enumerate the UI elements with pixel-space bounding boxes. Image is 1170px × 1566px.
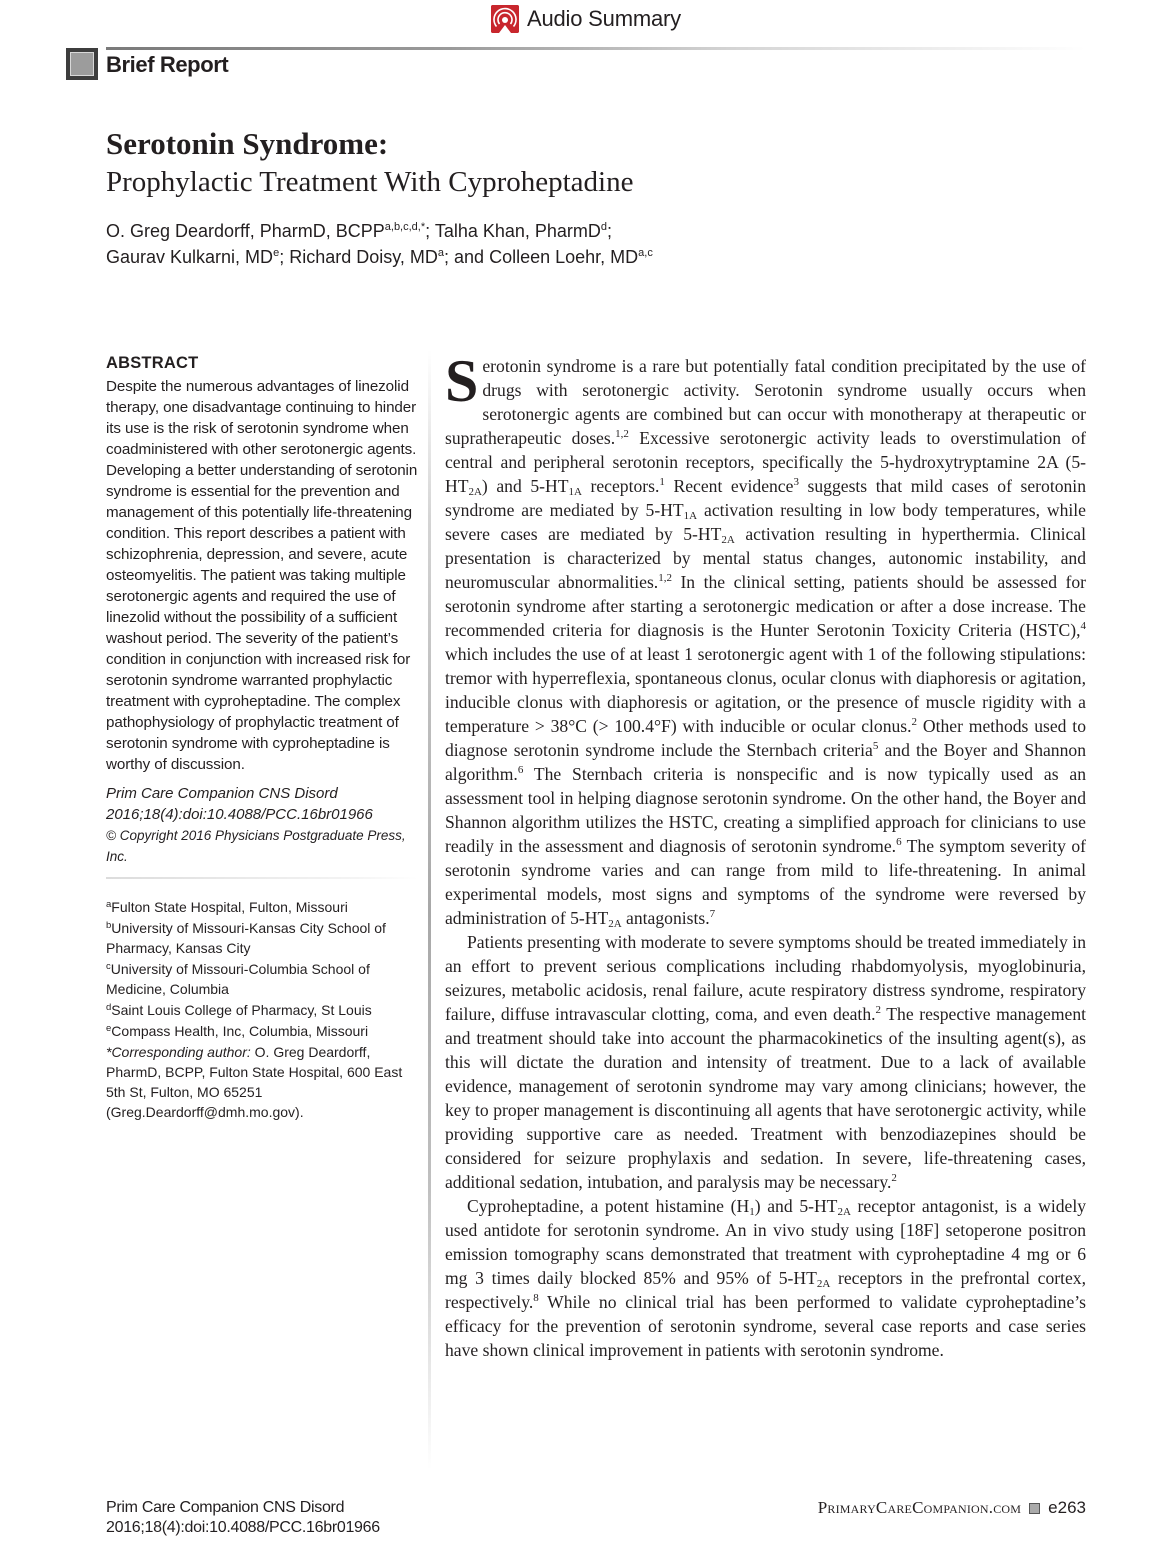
author-affil-marks: a	[437, 247, 445, 259]
affiliation-mark: b	[106, 920, 112, 931]
subscript: 2A	[608, 918, 622, 930]
abstract-divider	[106, 877, 418, 879]
body-paragraph-3: Cyproheptadine, a potent histamine $(H_1)$ and $5-HT_{2A}$ receptor antagonist, is a widely used antidote for serotonin syndrome. An in vivo study using [18F] setoperone positron emission tomography scans demonstrated that treatment with cyproheptadine 4 mg or 6 mg 3 times daily blocked 85% and 95% of $5-HT_{2A}$ receptors in the prefrontal cortex, respectively.$^8$ While no clinical trial has been performed to validate cyproheptadine’s efficacy for the prevention of serotonin syndrome, several case reports and case series have shown clinical improvement in patients with serotonin syndrome.	[445, 1196, 1087, 1360]
page-number: e263	[1048, 1498, 1086, 1517]
citation-ref: 6	[896, 836, 902, 848]
author-list	[106, 218, 653, 270]
header-rule	[106, 47, 1086, 50]
affiliation-mark: c	[106, 961, 111, 972]
footer-journal: Prim Care Companion CNS Disord	[106, 1499, 345, 1516]
audio-summary-link[interactable]	[491, 4, 681, 34]
footer-doi: 2016;18(4):doi:10.4088/PCC.16br01966	[106, 1519, 380, 1536]
citation-ref: 7	[709, 908, 716, 920]
square-bullet-icon	[1029, 1503, 1040, 1514]
article-title: Serotonin Syndrome:	[106, 126, 389, 161]
citation-ref: 1	[659, 476, 665, 488]
affiliation-text: Fulton State Hospital, Fulton, Missouri	[111, 899, 348, 915]
audio-broadcast-icon	[491, 5, 519, 33]
author-name: Talha Khan, PharmD	[434, 221, 601, 241]
author-affil-marks: d	[600, 221, 608, 233]
author-affil-marks: a,b,c,d,*	[384, 221, 426, 233]
corresponding-label: *Corresponding author:	[106, 1044, 251, 1060]
author-sep: ;	[279, 247, 290, 267]
citation-ref: 1,2	[615, 428, 629, 440]
citation-ref: 2	[911, 716, 918, 728]
affiliation-text: University of Missouri-Kansas City School of Pharmacy, Kansas City	[106, 920, 386, 956]
subscript: 2A	[837, 1206, 851, 1218]
footer-site-link[interactable]: PrimaryCareCompanion.com	[817, 1498, 1022, 1517]
citation-ref: 6	[517, 764, 524, 776]
affiliation-text: Compass Health, Inc, Columbia, Missouri	[111, 1023, 369, 1039]
author-affil-marks: a,c	[638, 247, 653, 259]
section-marker-icon	[66, 48, 98, 80]
corresponding-author	[106, 1042, 424, 1122]
subscript: 1A	[568, 486, 582, 498]
column-divider	[428, 350, 431, 1470]
section-label: Brief Report	[106, 52, 229, 77]
citation-journal: Prim Care Companion CNS Disord	[106, 785, 338, 802]
citation-ref: 2	[875, 1004, 882, 1016]
author-name: O. Greg Deardorff, PharmD, BCPP	[106, 221, 385, 241]
author-name: Richard Doisy, MD	[289, 247, 438, 267]
citation-ref: 1,2	[658, 572, 672, 584]
corresponding-text: O. Greg Deardorff, PharmD, BCPP, Fulton State Hospital, 600 East 5th St, Fulton, MO 65251 (Greg.Deardorff@dmh.mo.gov).	[106, 1044, 403, 1120]
citation-doi: 2016;18(4):doi:10.4088/PCC.16br01966	[106, 806, 373, 823]
article-subtitle: Prophylactic Treatment With Cyproheptadine	[106, 166, 634, 198]
citation-ref: 3	[793, 476, 799, 488]
abstract-body: Despite the numerous advantages of linezolid therapy, one disadvantage continuing to hinder its use is the risk of serotonin syndrome when coadministered with other serotonergic agents. Developing a better understanding of serotonin syndrome is essential for the prevention and management of this potentially life-threatening condition. This report describes a patient with schizophrenia, depression, and severe, acute osteomyelitis. The patient was taking multiple serotonergic agents and required the use of linezolid without the possibility of a sufficient washout period. The severity of the patient’s condition in conjunction with increased risk for serotonin syndrome warranted prophylactic treatment with cyproheptadine. The complex pathophysiology of prophylactic treatment of serotonin syndrome with cyproheptadine is worthy of discussion.	[106, 378, 418, 773]
affiliation-item	[106, 897, 424, 917]
footer-right	[818, 1498, 1086, 1518]
footer-citation	[106, 1498, 380, 1538]
copyright-notice: © Copyright 2016 Physicians Postgraduate Press, Inc.	[106, 828, 406, 864]
author-affil-marks: e	[273, 247, 280, 259]
affiliation-mark: d	[106, 1002, 112, 1013]
body-text	[445, 348, 1087, 1362]
abstract-heading: ABSTRACT	[106, 354, 199, 372]
affiliation-item	[106, 959, 424, 999]
drop-cap: S	[445, 348, 479, 414]
author-sep: ; and	[444, 247, 490, 267]
affiliation-item	[106, 1000, 424, 1020]
author-name: Colleen Loehr, MD	[489, 247, 639, 267]
affiliation-item	[106, 1021, 424, 1041]
subscript: 1A	[683, 510, 698, 522]
affiliation-mark: a	[106, 899, 112, 910]
body-paragraph-1: Serotonin syndrome is a rare but potentially fatal condition precipitated by the use of drugs with serotonergic activity. Serotonin syndrome usually occurs when serotonergic agents are combined but can occur with monotherapy at therapeutic or supratherapeutic doses.$^{1,2}$ Excessive serotonergic activity leads to overstimulation of central and peripheral serotonin receptors, specifically the 5-hydroxytryptamine 2A $(5-HT_{2A})$ and $5-HT_{1A}$ receptors.$^1$ Recent evidence$^3$ suggests that mild cases of serotonin syndrome are mediated by $5-HT_{1A}$ activation resulting in low body temperatures, while severe cases are mediated by $5-HT_{2A}$ activation resulting in hyperthermia. Clinical presentation is characterized by mental status changes, autonomic instability, and neuromuscular abnormalities.$^{1,2}$ In the clinical setting, patients should be assessed for serotonin syndrome after starting a serotonergic medication or after a dose increase. The recommended criteria for diagnosis is the Hunter Serotonin Toxicity Criteria (HSTC),$^4$ which includes the use of at least 1 serotonergic agent with 1 of the following stipulations: tremor with hyperreflexia, spontaneous clonus, ocular clonus with diaphoresis or agitation, inducible clonus with diaphoresis or agitation, or the presence of muscle rigidity with a temperature > 38°C (> 100.4°F) with inducible or ocular clonus.$^2$ Other methods used to diagnose serotonin syndrome include the Sternbach criteria$^5$ and the Boyer and Shannon algorithm.$^6$ The Sternbach criteria is nonspecific and is now typically used as an assessment tool in helping diagnose serotonin syndrome. On the other hand, the Boyer and Shannon algorithm utilizes the HSTC, creating a simplified approach for clinicians to use readily in the assessment and diagnosis of serotonin syndrome.$^6$ The symptom severity of serotonin syndrome varies and can range from mild to life-threatening. In animal experimental models, most signs and symptoms of the syndrome were reversed by administration of $5-HT_{2A}$ antagonists.$^7$	[445, 348, 1087, 930]
author-name: Gaurav Kulkarni, MD	[106, 247, 274, 267]
citation-ref: 5	[872, 740, 879, 752]
body-paragraph-2: Patients presenting with moderate to severe symptoms should be treated immediately in an effort to prevent serious complications including rhabdomyolysis, myoglobinuria, seizures, metabolic acidosis, renal failure, acute respiratory distress syndrome, respiratory failure, diffuse intravascular clotting, coma, and even death.$^2$ The respective management and treatment should take into account the pharmacokinetics of the insulting agent(s), as this will dictate the duration and intensity of treatment. Due to a lack of available evidence, management of serotonin syndrome may vary among clinicians; however, the key to proper management is discontinuing all agents that have serotonergic activity, while providing supportive care as needed. Treatment with benzodiazepines should be considered for seizure prophylaxis and sedation. In severe, life-threatening cases, additional sedation, intubation, and paralysis may be necessary.$^2$	[445, 932, 1087, 1192]
subscript: 1	[749, 1206, 755, 1218]
citation-ref: 4	[1080, 620, 1086, 632]
citation-ref: 2	[891, 1172, 897, 1184]
affiliations-list	[106, 897, 424, 1122]
affiliation-text: Saint Louis College of Pharmacy, St Louis	[111, 1002, 372, 1018]
author-sep: ;	[425, 221, 435, 241]
subscript: 2A	[721, 534, 735, 546]
author-sep: ;	[607, 221, 613, 241]
abstract-citation	[106, 783, 424, 825]
affiliation-mark: e	[106, 1023, 112, 1034]
citation-ref: 8	[533, 1292, 539, 1304]
abstract-column	[106, 354, 424, 1123]
affiliation-item	[106, 918, 424, 958]
subscript: 2A	[816, 1278, 831, 1290]
audio-summary-label: Audio Summary	[527, 6, 681, 31]
affiliation-text: University of Missouri-Columbia School of Medicine, Columbia	[106, 961, 370, 997]
subscript: 2A	[468, 486, 482, 498]
